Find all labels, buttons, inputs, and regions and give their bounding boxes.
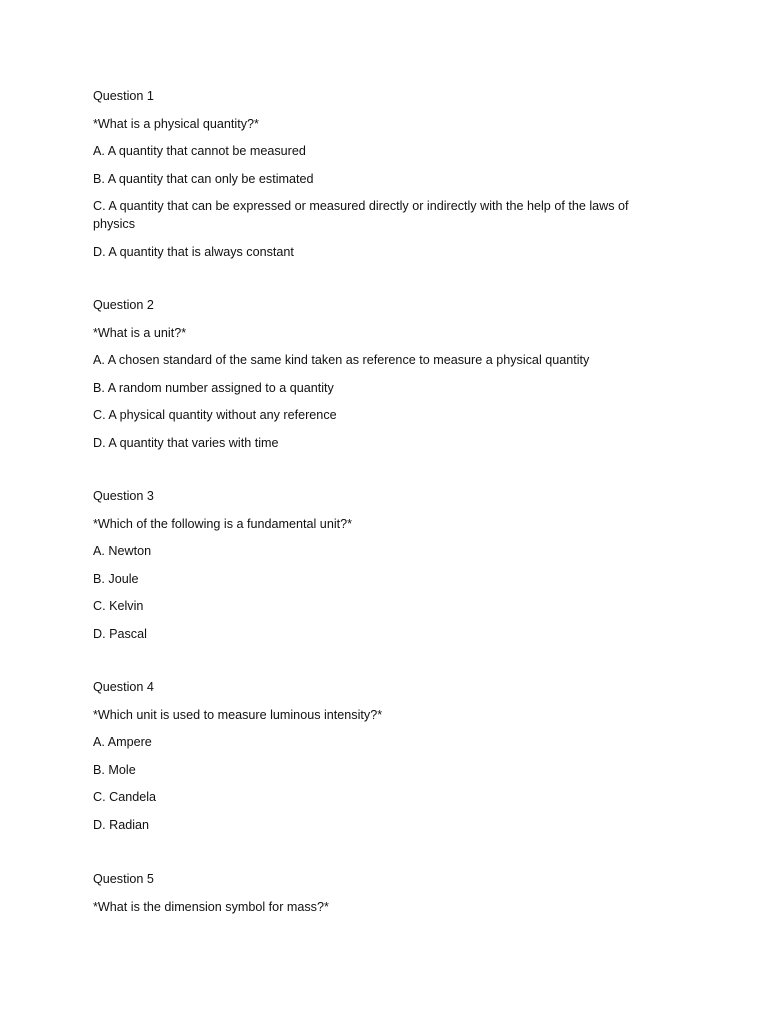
answer-option-a: A. A chosen standard of the same kind taken as reference to measure a physical quantity [93,353,590,367]
answer-option-a: A. Newton [93,544,152,558]
answer-option-d: D. A quantity that varies with time [93,435,279,450]
question-block-4 [93,678,668,834]
answer-option-b: B. Mole [93,762,136,777]
answer-option-c: C. Kelvin [93,599,144,613]
question-title: Question 5 [93,872,154,886]
question-block-2 [93,296,668,452]
question-block-3 [93,487,668,643]
question-prompt: *What is a unit?* [93,325,187,340]
answer-option-a: A. Ampere [93,735,152,749]
question-prompt: *Which unit is used to measure luminous intensity?* [93,707,383,722]
question-block-5 [93,870,668,925]
question-title: Question 1 [93,89,154,103]
answer-option-b: B. A quantity that can only be estimated [93,171,314,186]
answer-option-c: C. Candela [93,790,157,804]
answer-option-b: B. Joule [93,571,139,586]
question-prompt: *Which of the following is a fundamental unit?* [93,516,353,531]
question-block-1 [93,87,668,261]
answer-option-c: C. A quantity that can be expressed or measured directly or indirectly with the help of the laws of physics [93,199,629,231]
question-prompt: *What is the dimension symbol for mass?* [93,899,329,914]
answer-option-d: D. Pascal [93,626,147,641]
answer-option-c: C. A physical quantity without any reference [93,408,337,422]
answer-option-a: A. A quantity that cannot be measured [93,144,306,158]
question-title: Question 4 [93,680,154,694]
answer-option-b: B. A random number assigned to a quantity [93,380,334,395]
answer-option-d: D. A quantity that is always constant [93,244,294,259]
answer-option-d: D. Radian [93,817,150,832]
question-prompt: *What is a physical quantity?* [93,116,259,131]
question-title: Question 2 [93,298,154,312]
question-title: Question 3 [93,489,154,503]
